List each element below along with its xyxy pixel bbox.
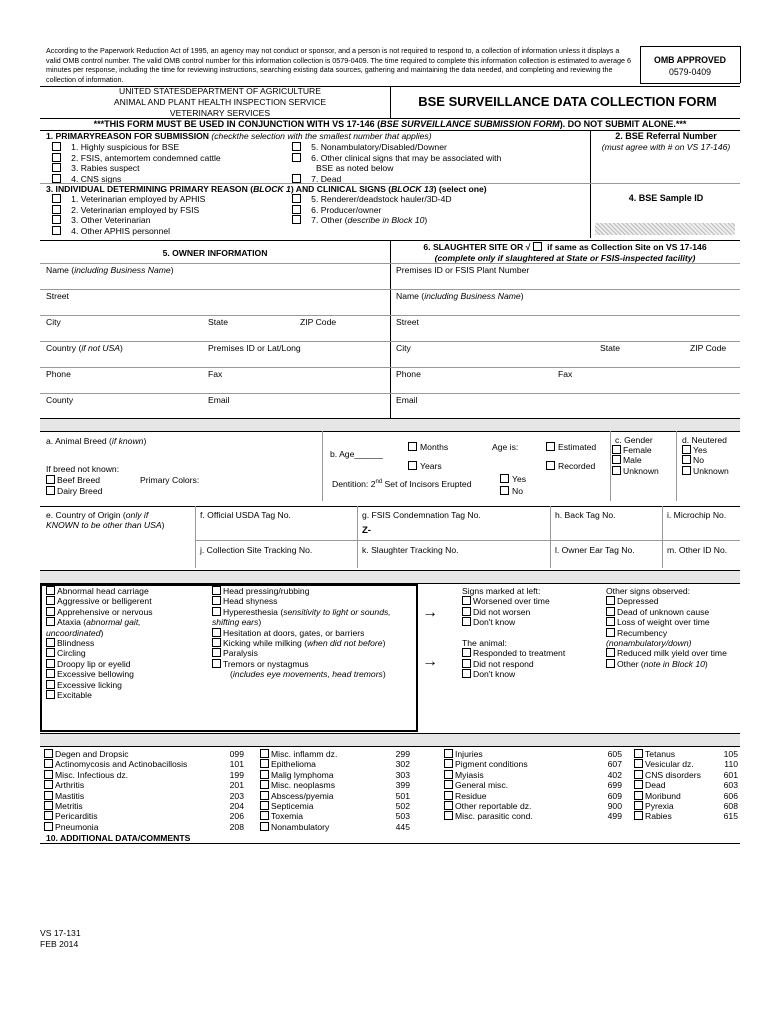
gender-options	[612, 445, 659, 476]
other-note[interactable]: Other (note in Block 10)	[606, 659, 727, 669]
code-label: Misc. neoplasms	[271, 780, 335, 791]
block3-heading: 3. INDIVIDUAL DETERMINING PRIMARY REASON (BLOCK 1) AND CLINICAL SIGNS (BLOCK 13) (select one)	[46, 184, 487, 194]
origin-label: e. Country of Origin (only if KNOWN to be other than USA)	[46, 510, 165, 530]
code-number: 609	[607, 790, 622, 801]
other-dead-unknown[interactable]: Dead of unknown cause	[606, 607, 727, 617]
owner-zip-label: ZIP Code	[300, 317, 337, 327]
age-is-label: Age is:	[492, 442, 519, 452]
code-row[interactable]	[444, 759, 622, 769]
sign-droopy-lip[interactable]: Droopy lip or eyelid	[46, 659, 153, 669]
owner-country-label: Country (if not USA)	[46, 343, 123, 353]
code-label: Dead	[645, 780, 666, 791]
slaughter-tracking-label: k. Slaughter Tracking No.	[362, 545, 459, 555]
omb-approved-label: OMB APPROVED	[653, 55, 726, 65]
code-number: 101	[229, 759, 244, 770]
omb-number: 0579-0409	[668, 67, 712, 77]
code-label: Pigment conditions	[455, 759, 528, 770]
code-checkbox[interactable]	[44, 791, 53, 800]
block2-heading: 2. BSE Referral Number	[615, 131, 717, 141]
breed-not-known-label: If breed not known:	[46, 464, 120, 474]
code-number: 502	[395, 801, 410, 812]
block2-hint: (must agree with # on VS 17-146)	[601, 142, 731, 152]
code-row[interactable]	[44, 780, 244, 790]
sign-ataxia[interactable]: Ataxia (abnormal gait,	[46, 617, 153, 627]
code-row[interactable]	[444, 811, 622, 821]
code-checkbox[interactable]	[260, 791, 269, 800]
sign-abnormal-head-carriage[interactable]: Abnormal head carriage	[46, 586, 153, 596]
code-number: 445	[395, 821, 410, 832]
code-row[interactable]	[44, 822, 244, 832]
dentition-no-option[interactable]: No	[500, 486, 523, 496]
code-checkbox[interactable]	[44, 770, 53, 779]
signs-progress: Signs marked at left: Worsened over time Did not worsen Don't know The animal: Responded to treatment Did not respond Don't know	[462, 586, 566, 680]
block3-option-5[interactable]: 5. Renderer/deadstock hauler/3D-4D	[292, 194, 452, 205]
owner-county-label: County	[46, 395, 74, 405]
owner-ear-tag-label: l. Owner Ear Tag No.	[555, 545, 635, 555]
code-label: Metritis	[55, 801, 83, 812]
code-checkbox[interactable]	[444, 770, 453, 779]
code-label: Septicemia	[271, 801, 314, 812]
code-label: Malig lymphoma	[271, 769, 334, 780]
code-number: 110	[724, 759, 738, 770]
code-number: 605	[607, 749, 622, 759]
arrow-icon: →	[422, 653, 438, 670]
sign-aggressive[interactable]: Aggressive or belligerent	[46, 596, 153, 606]
code-label: Misc. Infectious dz.	[55, 769, 129, 780]
code-number: 603	[723, 780, 738, 791]
block10-heading: 10. ADDITIONAL DATA/COMMENTS	[46, 833, 191, 843]
code-number: 203	[229, 790, 244, 801]
site-phone-label: Phone	[396, 369, 421, 379]
code-label: Residue	[455, 790, 487, 801]
code-row[interactable]	[444, 780, 622, 790]
owner-name-label: Name (including Business Name)	[46, 265, 174, 275]
code-checkbox[interactable]	[44, 801, 53, 810]
gender-unknown-option[interactable]: Unknown	[612, 466, 659, 476]
other-weight-loss[interactable]: Loss of weight over time	[606, 617, 727, 627]
code-number: 201	[229, 780, 244, 791]
site-email-label: Email	[396, 395, 418, 405]
block3-option-3[interactable]: 3. Other Veterinarian	[52, 215, 205, 226]
code-label: Pyrexia	[645, 801, 674, 812]
code-label: General misc.	[455, 780, 509, 791]
signs-col2: Head pressing/rubbing Head shyness Hyperesthesia (sensitivity to light or sounds, shifting ears) Hesitation at doors, gates, or barriers Kicking while milking (when did not before) Paralysis Tremors or nystagmus (includes eye movements, head tremors)	[212, 586, 391, 680]
site-fax-label: Fax	[558, 369, 573, 379]
block1-option-5[interactable]: 5. Nonambulatory/Disabled/Downer	[292, 142, 501, 153]
code-checkbox[interactable]	[634, 801, 643, 810]
code-label: Pericarditis	[55, 811, 98, 822]
block6-subheading: (complete only if slaughtered at State or FSIS-inspected facility)	[434, 253, 696, 263]
codes-col4	[634, 749, 738, 822]
code-label: Misc. inflamm dz.	[271, 749, 338, 759]
code-label: Pneumonia	[55, 821, 99, 832]
code-row[interactable]	[634, 759, 738, 769]
code-checkbox[interactable]	[634, 791, 643, 800]
primary-colors-label: Primary Colors:	[140, 475, 200, 485]
code-checkbox[interactable]	[260, 749, 269, 758]
code-row[interactable]	[260, 801, 410, 811]
block1-options-right: 5. Nonambulatory/Disabled/Downer 6. Other clinical signs that may be associated with BSE as noted below 7. Dead	[292, 142, 501, 184]
signs-col1: Abnormal head carriage Aggressive or belligerent Apprehensive or nervous Ataxia (abnormal gait, uncoordinated) Blindness Circling Droopy lip or eyelid Excessive bellowing Excessive licking Excitable	[46, 586, 153, 701]
code-number: 302	[395, 759, 410, 770]
code-label: Nonambulatory	[271, 821, 330, 832]
codes-col1	[44, 749, 244, 832]
code-row[interactable]	[44, 749, 244, 759]
owner-state-label: State	[208, 317, 229, 327]
neutered-yes-option[interactable]: Yes	[682, 445, 729, 455]
code-row[interactable]	[634, 780, 738, 790]
neutered-label: d. Neutered	[682, 435, 727, 445]
code-checkbox[interactable]	[634, 770, 643, 779]
owner-email-label: Email	[208, 395, 230, 405]
code-number: 606	[723, 790, 738, 801]
code-number: 399	[395, 780, 410, 791]
dairy-breed-option[interactable]: Dairy Breed	[46, 486, 102, 496]
code-row[interactable]	[260, 780, 410, 790]
comments-field[interactable]	[41, 844, 739, 924]
block3-option-1[interactable]: 1. Veterinarian employed by APHIS	[52, 194, 205, 205]
code-row[interactable]	[444, 770, 622, 780]
progress-did-not-worsen[interactable]: Did not worsen	[462, 607, 565, 617]
codes-col2	[260, 749, 410, 832]
code-row[interactable]	[260, 791, 410, 801]
code-checkbox[interactable]	[444, 811, 453, 820]
block1-option-7[interactable]: 7. Dead	[292, 174, 501, 185]
neutered-unknown-option[interactable]: Unknown	[682, 466, 729, 476]
other-reduced-milk[interactable]: Reduced milk yield over time	[606, 648, 727, 658]
other-recumbency[interactable]: Recumbency	[606, 628, 727, 638]
neutered-options	[682, 445, 729, 476]
site-city-label: City	[396, 343, 411, 353]
code-label: Toxemia	[271, 811, 303, 822]
code-checkbox[interactable]	[634, 780, 643, 789]
block3-option-6[interactable]: 6. Producer/owner	[292, 205, 452, 216]
code-row[interactable]	[634, 791, 738, 801]
code-checkbox[interactable]	[444, 759, 453, 768]
code-checkbox[interactable]	[444, 749, 453, 758]
sign-excessive-licking[interactable]: Excessive licking	[46, 680, 153, 690]
code-number: 199	[229, 769, 244, 780]
code-number: 900	[607, 801, 622, 812]
code-label: CNS disorders	[645, 769, 701, 780]
other-signs: Other signs observed: Depressed Dead of unknown cause Loss of weight over time Recumbency (nonambulatory/down) Reduced milk yield over time Other (note in Block 10)	[606, 586, 727, 669]
site-state-label: State	[600, 343, 621, 353]
animal-dont-know[interactable]: Don't know	[462, 669, 565, 679]
code-checkbox[interactable]	[260, 770, 269, 779]
code-checkbox[interactable]	[44, 822, 53, 831]
code-row[interactable]	[634, 811, 738, 821]
animal-did-not-respond[interactable]: Did not respond	[462, 659, 565, 669]
codes-col3	[444, 749, 622, 822]
code-row[interactable]	[44, 759, 244, 769]
code-label: Injuries	[455, 749, 483, 759]
sign-hyperesthesia[interactable]: Hyperesthesia (sensitivity to light or sounds,	[212, 607, 391, 617]
code-row[interactable]	[44, 801, 244, 811]
code-row[interactable]	[634, 770, 738, 780]
code-label: Tetanus	[645, 749, 676, 759]
code-number: 402	[607, 769, 622, 780]
agency-line-3: VETERINARY SERVICES	[169, 108, 271, 118]
sample-id-field[interactable]	[595, 223, 735, 235]
neutered-no-option[interactable]: No	[682, 455, 729, 465]
other-id-label: m. Other ID No.	[667, 545, 728, 555]
other-depressed[interactable]: Depressed	[606, 596, 727, 606]
block4-heading: 4. BSE Sample ID	[628, 193, 704, 203]
code-checkbox[interactable]	[260, 780, 269, 789]
code-number: 501	[395, 790, 410, 801]
block1-option-6[interactable]: 6. Other clinical signs that may be associated with	[292, 153, 501, 164]
site-name-label: Name (including Business Name)	[396, 291, 524, 301]
code-number: 208	[229, 821, 244, 832]
code-checkbox[interactable]	[44, 759, 53, 768]
site-premises-label: Premises ID or FSIS Plant Number	[396, 265, 530, 275]
form-title: BSE SURVEILLANCE DATA COLLECTION FORM	[418, 94, 717, 109]
microchip-label: i. Microchip No.	[667, 510, 727, 520]
fsis-tag-label: g. FSIS Condemnation Tag No.	[362, 510, 481, 520]
code-label: Misc. parasitic cond.	[455, 811, 533, 822]
sign-tremors[interactable]: Tremors or nystagmus	[212, 659, 391, 669]
code-checkbox[interactable]	[444, 780, 453, 789]
agency-line-1: UNITED STATESDEPARTMENT OF AGRICULTURE	[119, 86, 321, 96]
code-row[interactable]	[44, 791, 244, 801]
code-row[interactable]	[634, 801, 738, 811]
code-number: 601	[723, 769, 738, 780]
code-checkbox[interactable]	[444, 801, 453, 810]
owner-fax-label: Fax	[208, 369, 223, 379]
animal-responded[interactable]: Responded to treatment	[462, 648, 565, 658]
code-number: 105	[723, 749, 738, 759]
same-as-collection-checkbox[interactable]	[533, 242, 542, 251]
collection-tracking-label: j. Collection Site Tracking No.	[200, 545, 313, 555]
code-label: Arthritis	[55, 780, 85, 791]
block3-option-2[interactable]: 2. Veterinarian employed by FSIS	[52, 205, 205, 216]
code-number: 699	[607, 780, 622, 791]
code-checkbox[interactable]	[260, 759, 269, 768]
block3-options-left	[52, 194, 205, 236]
code-label: Abscess/pyemia	[271, 790, 334, 801]
sign-paralysis[interactable]: Paralysis	[212, 648, 391, 658]
code-row[interactable]	[444, 801, 622, 811]
block1-option-2[interactable]: 2. FSIS, antemortem condemned cattle	[52, 153, 221, 164]
usda-tag-label: f. Official USDA Tag No.	[200, 510, 291, 520]
code-label: Myiasis	[455, 769, 484, 780]
age-years-option[interactable]: Years	[408, 461, 442, 471]
breed-label: a. Animal Breed (if known)	[46, 436, 147, 446]
paperwork-notice: According to the Paperwork Reduction Act of 1995, an agency may not conduct or sponsor, and a person is not required to respond to, a collection of information unless it displays a valid OMB control number. The valid OMB control number for this information collection is 0579-0409. The time required to complete this information collection is estimated to average 6 minutes per response, including the time for reviewing instructions, searching existing data sources, gathering and maintaining the data needed, and completing and reviewing the collection of information.	[46, 46, 632, 84]
code-number: 299	[395, 749, 410, 759]
code-number: 503	[395, 811, 410, 822]
dentition-label: Dentition: 2nd Set of Incisors Erupted	[332, 479, 472, 489]
owner-city-label: City	[46, 317, 61, 327]
owner-phone-label: Phone	[46, 369, 71, 379]
dentition-yes-option[interactable]: Yes	[500, 474, 526, 484]
code-checkbox[interactable]	[44, 780, 53, 789]
sign-blindness[interactable]: Blindness	[46, 638, 153, 648]
owner-street-label: Street	[46, 291, 69, 301]
form-date: FEB 2014	[40, 939, 79, 949]
block3-option-4[interactable]: 4. Other APHIS personnel	[52, 226, 205, 237]
code-checkbox[interactable]	[634, 759, 643, 768]
block3-option-7[interactable]: 7. Other (describe in Block 10)	[292, 215, 452, 226]
gender-female-option[interactable]: Female	[612, 445, 659, 455]
sign-circling[interactable]: Circling	[46, 648, 153, 658]
code-checkbox[interactable]	[634, 749, 643, 758]
sign-hesitation[interactable]: Hesitation at doors, gates, or barriers	[212, 628, 391, 638]
age-estimated-option[interactable]: Estimated	[546, 442, 596, 452]
agency-line-2: ANIMAL AND PLANT HEALTH INSPECTION SERVICE	[113, 97, 327, 107]
sign-head-shyness[interactable]: Head shyness	[212, 596, 391, 606]
sign-excitable[interactable]: Excitable	[46, 690, 153, 700]
code-label: Vesicular dz.	[645, 759, 694, 770]
block1-options-left	[52, 142, 221, 184]
block3-options-right	[292, 194, 452, 226]
code-label: Epithelioma	[271, 759, 316, 770]
sign-apprehensive[interactable]: Apprehensive or nervous	[46, 607, 153, 617]
code-checkbox[interactable]	[634, 811, 643, 820]
code-row[interactable]	[260, 811, 410, 821]
code-row[interactable]	[44, 811, 244, 821]
code-checkbox[interactable]	[260, 822, 269, 831]
code-label: Moribund	[645, 790, 681, 801]
code-checkbox[interactable]	[44, 749, 53, 758]
z-prefix: Z-	[362, 525, 371, 536]
code-label: Other reportable dz.	[455, 801, 532, 812]
arrow-icon: →	[422, 604, 438, 621]
code-checkbox[interactable]	[260, 811, 269, 820]
code-row[interactable]	[260, 770, 410, 780]
banner: ***THIS FORM MUST BE USED IN CONJUNCTION WITH VS 17-146 (BSE SURVEILLANCE SUBMISSION FORM). DO NOT SUBMIT ALONE.***	[93, 119, 687, 129]
code-number: 499	[607, 811, 622, 822]
code-row[interactable]	[444, 791, 622, 801]
back-tag-label: h. Back Tag No.	[555, 510, 616, 520]
code-label: Actinomycosis and Actinobacillosis	[55, 759, 188, 770]
sign-excessive-bellowing[interactable]: Excessive bellowing	[46, 669, 153, 679]
code-number: 608	[723, 801, 738, 812]
progress-worsened[interactable]: Worsened over time	[462, 596, 565, 606]
code-row[interactable]	[444, 749, 622, 759]
code-row[interactable]	[44, 770, 244, 780]
block1-option-3[interactable]: 3. Rabies suspect	[52, 163, 221, 174]
block5-heading: 5. OWNER INFORMATION	[162, 248, 268, 258]
gender-label: c. Gender	[615, 435, 653, 445]
code-number: 615	[723, 811, 738, 822]
code-number: 099	[229, 749, 244, 759]
code-number: 204	[229, 801, 244, 812]
code-checkbox[interactable]	[444, 791, 453, 800]
form-number: VS 17-131	[40, 928, 81, 938]
progress-dont-know[interactable]: Don't know	[462, 617, 565, 627]
age-months-option[interactable]: Months	[408, 442, 448, 452]
sign-head-pressing[interactable]: Head pressing/rubbing	[212, 586, 391, 596]
code-row[interactable]	[634, 749, 738, 759]
block1-option-1[interactable]: 1. Highly suspicious for BSE	[52, 142, 221, 153]
code-label: Mastitis	[55, 790, 85, 801]
block1-heading: 1. PRIMARYREASON FOR SUBMISSION (checkthe selection with the smallest number that applies)	[46, 131, 432, 141]
age-label: b. Age______	[330, 449, 384, 459]
beef-breed-option[interactable]: Beef Breed	[46, 475, 100, 485]
sign-kicking[interactable]: Kicking while milking (when did not before)	[212, 638, 391, 648]
block1-option-4[interactable]: 4. CNS signs	[52, 174, 221, 185]
site-street-label: Street	[396, 317, 419, 327]
code-row[interactable]	[260, 822, 410, 832]
gender-male-option[interactable]: Male	[612, 455, 659, 465]
code-label: Rabies	[645, 811, 672, 822]
code-label: Degen and Dropsic	[55, 749, 129, 759]
code-row[interactable]	[260, 749, 410, 759]
code-number: 303	[395, 769, 410, 780]
code-checkbox[interactable]	[260, 801, 269, 810]
age-recorded-option[interactable]: Recorded	[546, 461, 595, 471]
code-number: 206	[229, 811, 244, 822]
code-number: 607	[607, 759, 622, 770]
code-row[interactable]	[260, 759, 410, 769]
site-zip-label: ZIP Code	[690, 343, 727, 353]
owner-premises-label: Premises ID or Lat/Long	[208, 343, 301, 353]
block6-heading: 6. SLAUGHTER SITE OR √ if same as Collection Site on VS 17-146	[423, 242, 707, 252]
code-checkbox[interactable]	[44, 811, 53, 820]
